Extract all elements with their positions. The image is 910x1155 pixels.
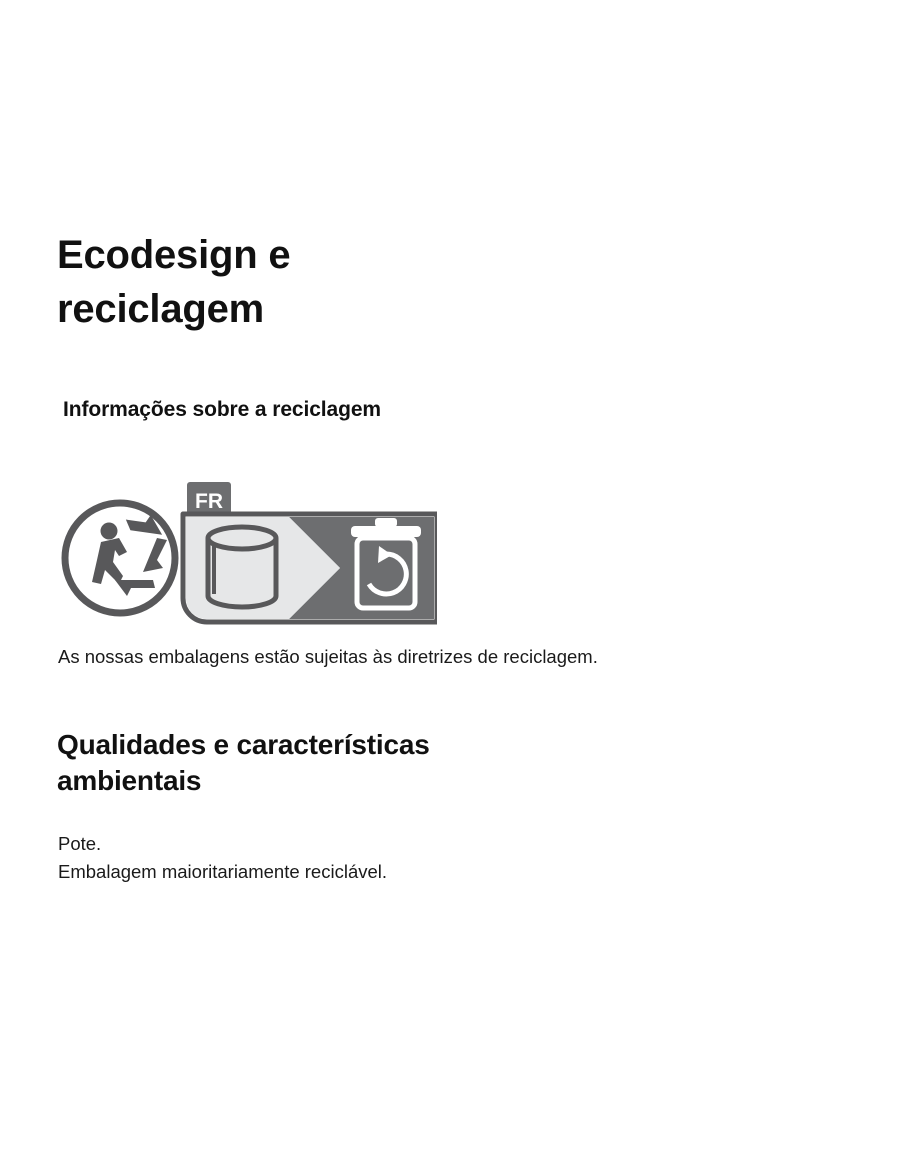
environment-line-1: Pote.: [58, 832, 102, 854]
environment-section-lines: [58, 830, 857, 887]
recycling-logo-block: [57, 476, 857, 626]
environment-line-2: Embalagem maioritariamente reciclável.: [58, 861, 388, 883]
triman-icon: [65, 503, 175, 613]
recycling-info-heading: Informações sobre a reciclagem: [63, 398, 381, 421]
page-title: Ecodesign e reciclagem: [57, 233, 291, 331]
packaging-instruction-panel: [183, 514, 437, 622]
document-content: [57, 228, 857, 887]
recycling-paragraph: As nossas embalagens estão sujeitas às diretrizes de reciclagem.: [58, 646, 598, 667]
fr-country-tag: [187, 482, 231, 516]
svg-text:FR: FR: [195, 490, 223, 513]
triman-recycling-logo: [57, 476, 437, 626]
environment-section-heading: Qualidades e características ambientais: [57, 728, 430, 797]
